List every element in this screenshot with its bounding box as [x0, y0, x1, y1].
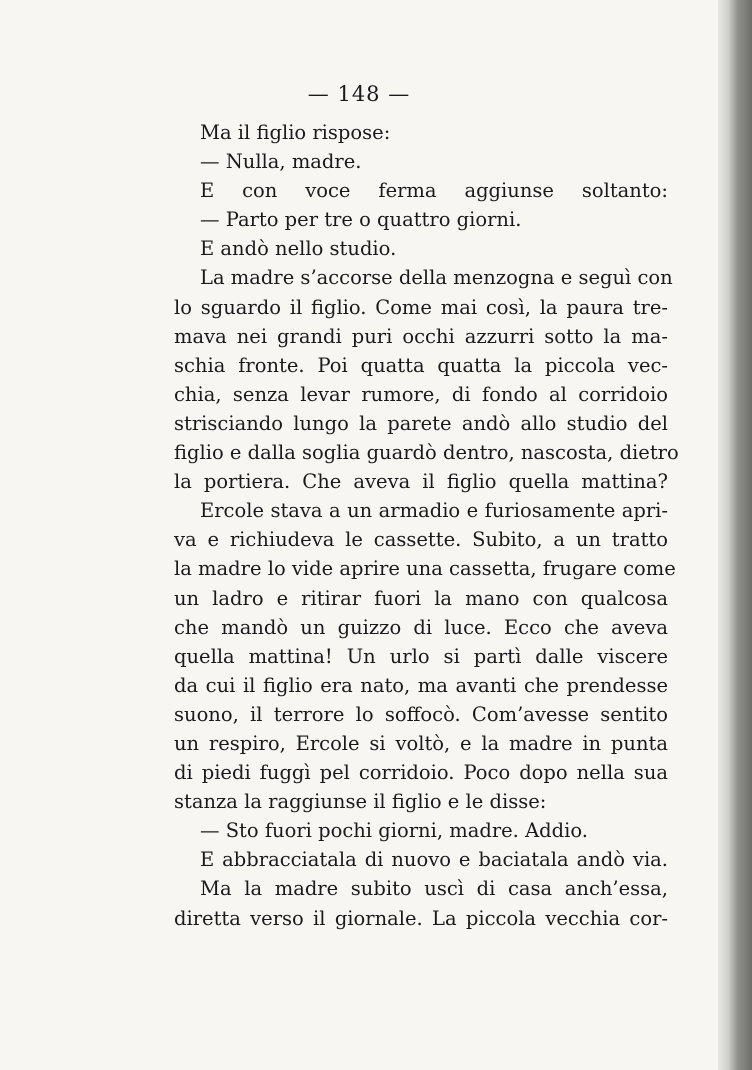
page-number: — 148 —: [307, 82, 411, 106]
text-line: da cui il figlio era nato, ma avanti che prendesse: [174, 673, 668, 697]
text-line: va e richiudeva le cassette. Subito, a un tratto: [174, 528, 668, 552]
text-line: Ma il figlio rispose:: [200, 121, 391, 144]
text-line: un ladro e ritirar fuori la mano con qualcosa: [174, 586, 668, 610]
text-line: chia, senza levar rumore, di fondo al corridoio: [174, 382, 668, 406]
text-line: di piedi fuggì pel corridoio. Poco dopo nella sua: [174, 761, 668, 785]
text-line: E abbracciatala di nuovo e baciatala andò via.: [200, 848, 668, 872]
text-line: Ma la madre subito uscì di casa anch’essa,: [200, 877, 668, 901]
text-line: E andò nello studio.: [200, 237, 397, 261]
text-line: figlio e dalla soglia guardò dentro, nascosta, dietro: [174, 441, 679, 465]
text-line: — Sto fuori pochi giorni, madre. Addio.: [200, 819, 588, 843]
text-line: che mandò un guizzo di luce. Ecco che aveva: [174, 615, 668, 639]
text-line: — Parto per tre o quattro giorni.: [200, 208, 522, 232]
text-line: La madre s’accorse della menzogna e seguì con: [200, 266, 673, 290]
text-line: quella mattina! Un urlo si partì dalle viscere: [174, 644, 668, 668]
page-edge-shadow: [718, 0, 752, 1070]
text-line: Ercole stava a un armadio e furiosamente apri-: [200, 499, 668, 523]
text-line: la madre lo vide aprire una cassetta, frugare come: [174, 557, 676, 581]
text-line: strisciando lungo la parete andò allo studio del: [174, 411, 668, 435]
text-line: un respiro, Ercole si voltò, e la madre in punta: [174, 731, 668, 755]
text-line: — Nulla, madre.: [200, 150, 362, 174]
text-line: la portiera. Che aveva il figlio quella mattina?: [174, 470, 668, 494]
text-line: diretta verso il giornale. La piccola vecchia cor-: [174, 906, 668, 930]
text-line: suono, il terrore lo soffocò. Com’avesse sentito: [174, 702, 668, 726]
text-line: stanza la raggiunse il figlio e le disse:: [174, 790, 547, 814]
text-line: E con voce ferma aggiunse soltanto:: [200, 179, 668, 203]
text-line: schia fronte. Poi quatta quatta la piccola vec-: [174, 353, 668, 377]
text-line: mava nei grandi puri occhi azzurri sotto la ma-: [174, 324, 668, 348]
text-line: lo sguardo il figlio. Come mai così, la paura tre-: [174, 295, 668, 319]
body-text: [174, 118, 679, 933]
